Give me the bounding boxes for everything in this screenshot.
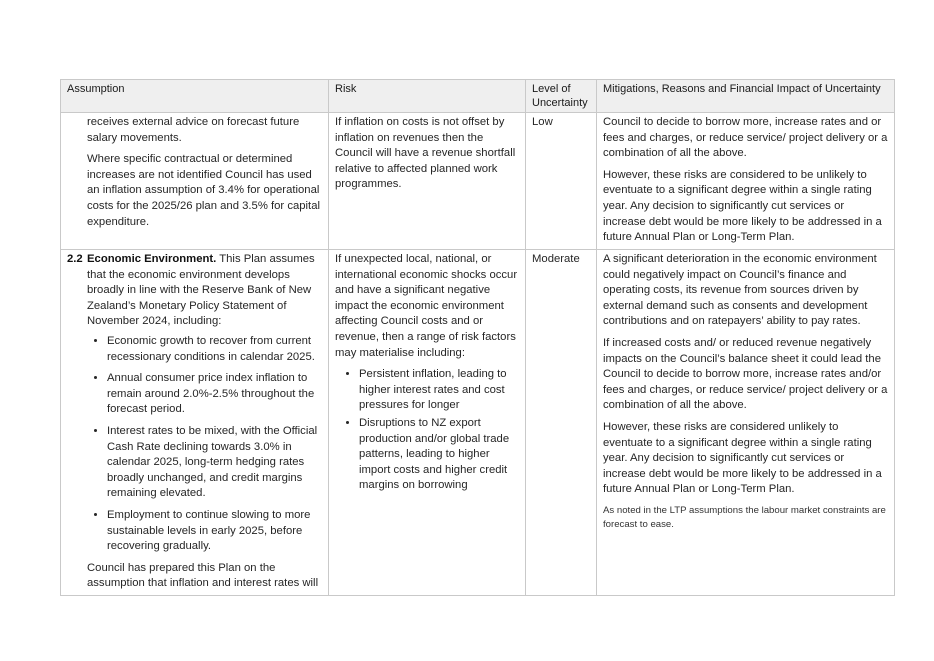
header-level-of-uncertainty — [526, 80, 597, 113]
table-row — [61, 113, 895, 250]
mitigation-paragraph: However, these risks are considered to be unlikely to eventuate to a significant degree within a single rating year. Any decision to significantly cut services or increase debt would be more likely to be addressed in a future Annual Plan or Long-Term Plan. — [603, 168, 882, 244]
mitigation-paragraph: However, these risks are considered unlikely to eventuate to a significant degree within a single rating year. Any decision to significantly cut services or increase debt would be more likely to be addressed in a future Annual Plan or Long-Term Plan. — [603, 420, 882, 496]
cell-level: Moderate — [526, 250, 597, 596]
cell-risk — [329, 113, 526, 250]
cell-risk — [329, 250, 526, 596]
mitigation-paragraph: If increased costs and/ or reduced revenue negatively impacts on the Council’s balance sheet it could lead the Council to decide to borrow more, increase rates and/or fees and charges, or reduce service/ project delivery or a combination of all the above. — [603, 336, 888, 412]
mitigation-paragraph: A significant deterioration in the economic environment could negatively impact on Council’s finance and operating costs, its revenue from sources driven by external demand such as consents and development contributions and on ratepayers’ ability to pay rates. — [603, 253, 877, 328]
header-level-line2: Uncertainty — [532, 97, 588, 109]
table-header-row — [61, 80, 895, 113]
table-row — [61, 250, 895, 596]
section-intro — [87, 252, 322, 330]
list-item: • Disruptions to NZ export production and/or global trade patterns, leading to higher import costs and higher credit margins on borrowing — [359, 416, 519, 494]
list-item: • Annual consumer price index inflation to remain around 2.0%-2.5% throughout the forecast period. — [107, 371, 322, 418]
section-title: Economic Environment. — [87, 253, 217, 265]
header-risk: Risk — [329, 80, 526, 113]
section-number: 2.2 — [67, 253, 83, 265]
header-assumption: Assumption — [61, 80, 329, 113]
cell-assumption — [61, 113, 329, 250]
risk-bullet-list — [335, 367, 519, 494]
cell-mitigation — [597, 250, 895, 596]
assumption-bullet-list — [67, 334, 322, 555]
cell-assumption — [61, 250, 329, 596]
cell-level: Low — [526, 113, 597, 250]
risk-paragraph: If unexpected local, national, or international economic shocks occur and have a significant negative impact the economic environment affecting Council costs and or revenue, then a range of risk factors may materialise including: — [335, 253, 518, 359]
section-intro-text: This Plan assumes that the economic environment develops broadly in line with the Reserve Bank of New Zealand’s Monetary Policy Statement of November 2024, including: — [87, 253, 315, 328]
mitigation-paragraph: Council to decide to borrow more, increase rates and or fees and charges, or reduce service/ project delivery or a combination of all the above. — [603, 116, 888, 160]
assumptions-table — [60, 79, 895, 596]
cell-mitigation — [597, 113, 895, 250]
header-level-line1: Level of — [532, 83, 571, 95]
list-item: • Economic growth to recover from current recessionary conditions in calendar 2025. — [107, 334, 322, 365]
assumption-paragraph: Where specific contractual or determined increases are not identified Council has used an inflation assumption of 3.4% for operational costs for the 2025/26 plan and 3.5% for capital expenditure. — [87, 153, 320, 228]
assumption-closing: Council has prepared this Plan on the assumption that inflation and interest rates will — [87, 561, 319, 590]
list-item: • Interest rates to be mixed, with the Official Cash Rate declining towards 3.0% in calendar 2025, long-term hedging rates broadly unchanged, and credit margins remaining elevated. — [107, 424, 322, 502]
list-item: • Persistent inflation, leading to higher interest rates and cost pressures for longer — [359, 367, 519, 414]
risk-paragraph: If inflation on costs is not offset by inflation on revenues then the Council will have a revenue shortfall relative to affected planned work programmes. — [335, 116, 516, 191]
header-mitigations: Mitigations, Reasons and Financial Impact of Uncertainty — [597, 80, 895, 113]
list-item: • Employment to continue slowing to more sustainable levels in early 2025, before recovering gradually. — [107, 508, 322, 555]
assumption-paragraph: receives external advice on forecast future salary movements. — [87, 116, 300, 144]
mitigation-note: As noted in the LTP assumptions the labour market constraints are forecast to ease. — [603, 504, 886, 530]
